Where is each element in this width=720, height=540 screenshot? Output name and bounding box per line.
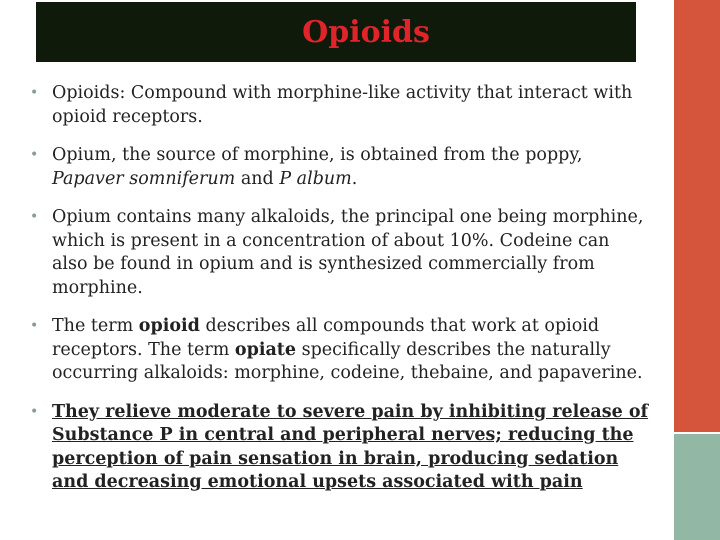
side-strip-red xyxy=(674,0,720,432)
bullet-item-definition xyxy=(30,82,650,129)
bullet-list xyxy=(30,82,650,510)
bullet-item-terms xyxy=(30,315,650,386)
bullet-text-emphasized: They relieve moderate to severe pain by inhibiting release of Substance P in central and peripheral nerves; reducing the perception of pain sensation in brain, producing sedation and decreasing emotional upsets associated with pain xyxy=(52,401,649,492)
species-name: Papaver somniferum xyxy=(52,168,236,189)
bullet-item-effects xyxy=(30,401,650,495)
side-strip-divider xyxy=(674,432,720,434)
bullet-text: . xyxy=(351,168,358,189)
slide-title: Opioids xyxy=(302,14,430,50)
bullet-marker: • xyxy=(30,403,39,420)
species-name: P album xyxy=(279,168,352,189)
side-strip-teal xyxy=(674,432,720,540)
bullet-item-opium-source xyxy=(30,144,650,191)
bullet-text: describes all compounds that work at opioid receptors. The term xyxy=(52,316,600,360)
bullet-item-alkaloids xyxy=(30,206,650,300)
term-opiate: opiate xyxy=(234,339,297,360)
bullet-text: and xyxy=(235,168,280,189)
bullet-marker: • xyxy=(30,147,39,163)
bullet-text: Opium, the source of morphine, is obtained from the poppy, xyxy=(52,145,583,165)
side-decoration-strip xyxy=(674,0,720,540)
bullet-text: Opium contains many alkaloids, the principal one being morphine, which is present in a concentration of about 10%. Codeine can also be found in opium and is synthesized commercially from morphine. xyxy=(52,207,644,298)
bullet-marker: • xyxy=(30,85,39,101)
bullet-marker: • xyxy=(30,209,39,225)
bullet-text: Opioids: Compound with morphine-like activity that interact with opioid receptors. xyxy=(52,83,633,127)
bullet-text: specifically describes the naturally occurring alkaloids: morphine, codeine, thebaine, and papaverine. xyxy=(52,339,643,383)
bullet-text: The term xyxy=(52,316,139,336)
term-opioid: opioid xyxy=(138,316,200,336)
bullet-marker: • xyxy=(30,318,39,334)
title-bar xyxy=(36,2,636,62)
